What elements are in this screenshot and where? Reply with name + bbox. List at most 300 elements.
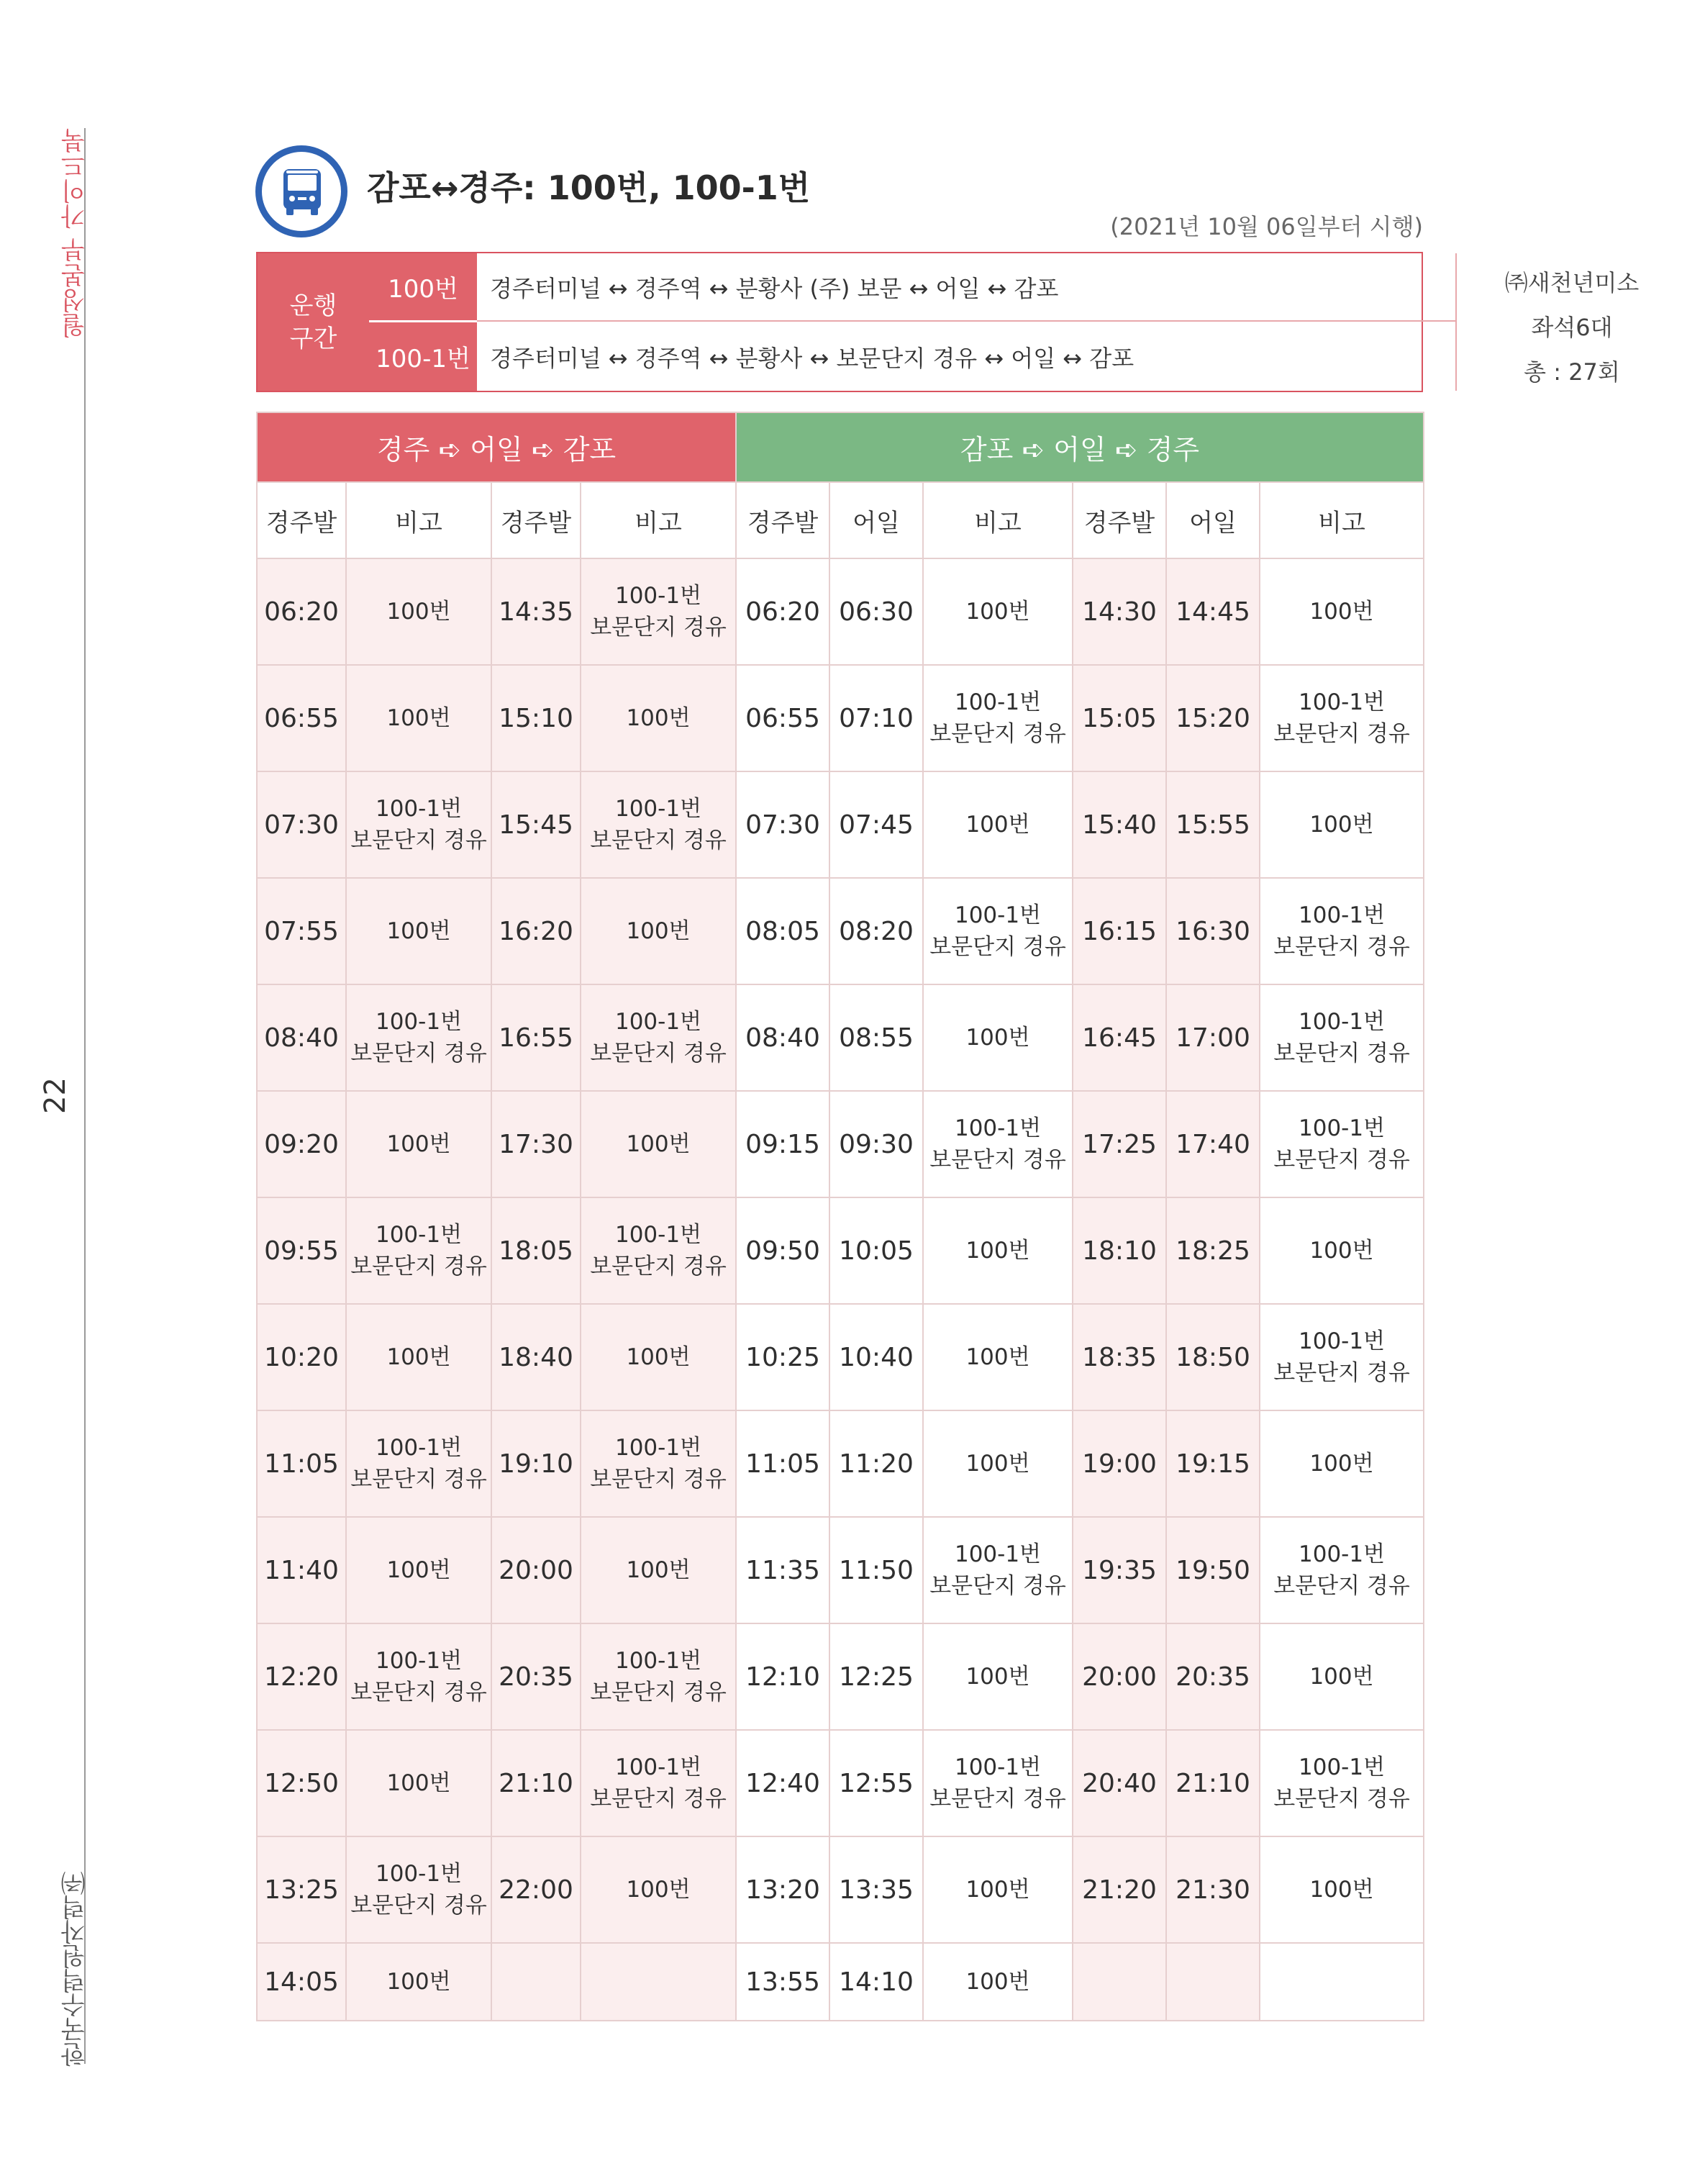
cell-text: 100번 [1309,812,1374,838]
bus-icon [255,145,347,237]
cell-text: 16:45 [1082,1023,1157,1053]
cell-text: 06:20 [745,597,820,627]
note-cell [346,878,491,984]
time-cell [1073,558,1166,665]
cell-text: 100-1번 [375,1009,463,1035]
cell-text: 100-1번 [375,1435,463,1461]
cell-text: 100번 [1309,1664,1374,1690]
time-cell [491,771,581,878]
cell-text: 06:55 [745,703,820,733]
seat-count: 좌석6대 [1531,314,1613,341]
time-cell [1166,878,1260,984]
cell-text: 14:05 [264,1967,339,1997]
cell-text: 100-1번 [954,1541,1042,1567]
table-row [257,1197,1424,1304]
column-header: 비고 [581,482,736,558]
time-cell [491,1730,581,1836]
note-cell [581,1517,736,1623]
cell-text: 100-1번 [954,1115,1042,1141]
cell-text: 12:55 [839,1768,914,1798]
side-divider [84,128,86,2064]
cell-text: 100-1번 [375,796,463,822]
cell-text: 100-1번 [1299,1754,1386,1780]
cell-text: 100-1번 [614,1754,702,1780]
time-cell [257,558,346,665]
time-cell [1166,665,1260,771]
time-cell [829,1623,923,1730]
cell-text: 100-1번 [375,1861,463,1887]
cell-text: 보문단지 경유 [1273,1041,1410,1066]
column-header: 비고 [1260,482,1424,558]
cell-text: 15:55 [1176,810,1250,840]
cell-text: 07:10 [839,703,914,733]
column-header: 경주발 [491,482,581,558]
cell-text: 08:20 [839,916,914,946]
note-cell [1260,1730,1424,1836]
note-cell [346,1943,491,2021]
cell-text: 100번 [386,918,451,944]
note-cell [923,1304,1073,1410]
cell-text: 12:25 [839,1662,914,1692]
page-number: 22 [39,1077,72,1114]
note-cell [581,665,736,771]
cell-text: 13:35 [839,1875,914,1905]
note-cell [581,1410,736,1517]
column-header: 경주발 [1073,482,1166,558]
note-cell [923,878,1073,984]
cell-text: 10:20 [264,1342,339,1372]
table-row [257,771,1424,878]
time-cell [829,878,923,984]
cell-text: 보문단지 경유 [590,1467,727,1492]
cell-text: 보문단지 경유 [929,1786,1066,1812]
cell-text: 12:40 [745,1768,820,1798]
cell-text: 100번 [626,1131,691,1157]
note-cell [1260,558,1424,665]
time-cell [1073,1197,1166,1304]
cell-text: 보문단지 경유 [1273,721,1410,747]
note-cell [581,1304,736,1410]
table-row [257,558,1424,665]
cell-text: 100-1번 [1299,902,1386,928]
note-cell [581,1091,736,1197]
cell-text: 19:15 [1176,1449,1250,1479]
cell-text: 100번 [386,705,451,731]
time-cell [491,1304,581,1410]
cell-text: 16:55 [499,1023,573,1053]
cell-text: 보문단지 경유 [350,1467,487,1492]
time-cell [1073,1410,1166,1517]
note-cell [1260,1304,1424,1410]
time-cell [1073,771,1166,878]
cell-text: 20:00 [499,1555,573,1585]
time-cell [491,1091,581,1197]
cell-text: 보문단지 경유 [590,828,727,853]
cell-text: 21:20 [1082,1875,1157,1905]
operator-info [1457,260,1687,394]
note-cell [346,1836,491,1943]
cell-text: 100번 [965,812,1030,838]
cell-text: 11:50 [839,1555,914,1585]
cell-text: 11:05 [745,1449,820,1479]
note-cell [923,1091,1073,1197]
cell-text: 14:45 [1176,597,1250,627]
cell-text: 07:30 [264,810,339,840]
time-cell [1073,1304,1166,1410]
note-cell [581,1943,736,2021]
route-path-100-1: 경주터미널 ↔ 경주역 ↔ 분황사 ↔ 보문단지 경유 ↔ 어일 ↔ 감포 [490,344,1134,372]
cell-text: 13:55 [745,1967,820,1997]
cell-text: 100-1번 [375,1648,463,1674]
table-row [257,1623,1424,1730]
time-cell [1073,1730,1166,1836]
cell-text: 보문단지 경유 [1273,1360,1410,1386]
cell-text: 20:35 [1176,1662,1250,1692]
cell-text: 보문단지 경유 [929,721,1066,747]
cell-text: 07:30 [745,810,820,840]
cell-text: 15:20 [1176,703,1250,733]
cell-text: 18:05 [499,1236,573,1266]
time-cell [1166,1836,1260,1943]
time-cell [257,1410,346,1517]
cell-text: 21:10 [1176,1768,1250,1798]
cell-text: 보문단지 경유 [590,1786,727,1812]
time-cell [491,665,581,771]
cell-text: 21:10 [499,1768,573,1798]
cell-text: 18:25 [1176,1236,1250,1266]
note-cell [1260,1623,1424,1730]
time-cell [491,1197,581,1304]
cell-text: 09:50 [745,1236,820,1266]
time-cell [829,1730,923,1836]
note-cell [1260,771,1424,878]
cell-text: 14:10 [839,1967,914,1997]
cell-text: 100번 [965,1451,1030,1477]
time-cell [257,1197,346,1304]
route-label-line2: 구간 [289,324,337,353]
cell-text: 100번 [386,599,451,625]
time-cell [257,1623,346,1730]
note-cell [923,1623,1073,1730]
time-cell [257,1943,346,2021]
cell-text: 08:55 [839,1023,914,1053]
cell-text: 09:15 [745,1129,820,1159]
time-cell [829,558,923,665]
cell-text: 100번 [965,599,1030,625]
time-cell [1073,984,1166,1091]
note-cell [1260,1197,1424,1304]
cell-text: 11:40 [264,1555,339,1585]
note-cell [346,665,491,771]
cell-text: 보문단지 경유 [350,1893,487,1918]
cell-text: 20:00 [1082,1662,1157,1692]
note-cell [1260,1836,1424,1943]
cell-text: 14:35 [499,597,573,627]
time-cell [829,1836,923,1943]
cell-text: 22:00 [499,1875,573,1905]
cell-text: 18:40 [499,1342,573,1372]
cell-text: 18:35 [1082,1342,1157,1372]
route-path-100: 경주터미널 ↔ 경주역 ↔ 분황사 (주) 보문 ↔ 어일 ↔ 감포 [477,253,1455,322]
cell-text: 100-1번 [614,583,702,609]
note-cell [923,558,1073,665]
time-cell [1166,1517,1260,1623]
time-cell [1166,1197,1260,1304]
time-cell [829,984,923,1091]
time-cell [257,1091,346,1197]
route-info-box [256,252,1640,392]
time-cell [257,1517,346,1623]
cell-text: 100-1번 [614,796,702,822]
cell-text: 100번 [1309,1877,1374,1903]
cell-text: 14:30 [1082,597,1157,627]
cell-text: 보문단지 경유 [350,828,487,853]
time-cell [491,558,581,665]
column-header: 비고 [923,482,1073,558]
cell-text: 12:10 [745,1662,820,1692]
cell-text: 20:35 [499,1662,573,1692]
cell-text: 06:55 [264,703,339,733]
cell-text: 16:30 [1176,916,1250,946]
note-cell [1260,984,1424,1091]
note-cell [581,1730,736,1836]
company-name: 한국수력원자력㈜ [61,1871,90,2067]
cell-text: 10:25 [745,1342,820,1372]
cell-text: 보문단지 경유 [350,1254,487,1279]
note-cell [346,771,491,878]
table-row [257,1943,1424,2021]
cell-text: 09:20 [264,1129,339,1159]
cell-text: 15:05 [1082,703,1157,733]
note-cell [581,771,736,878]
note-cell [923,1517,1073,1623]
time-cell [736,1091,829,1197]
cell-text: 보문단지 경유 [1273,934,1410,960]
cell-text: 11:05 [264,1449,339,1479]
note-cell [923,1730,1073,1836]
time-cell [1166,1410,1260,1517]
time-cell [829,1091,923,1197]
effective-date: (2021년 10월 06일부터 시행) [1110,213,1423,240]
time-cell [829,1943,923,2021]
time-cell [736,984,829,1091]
cell-text: 10:05 [839,1236,914,1266]
note-cell [923,1836,1073,1943]
cell-text: 100번 [1309,1238,1374,1264]
cell-text: 12:50 [264,1768,339,1798]
note-cell [346,1410,491,1517]
cell-text: 100-1번 [954,902,1042,928]
time-cell [257,878,346,984]
cell-text: 15:40 [1082,810,1157,840]
cell-text: 21:30 [1176,1875,1250,1905]
column-header: 어일 [1166,482,1260,558]
cell-text: 06:30 [839,597,914,627]
note-cell [1260,1517,1424,1623]
time-cell [736,1943,829,2021]
cell-text: 13:25 [264,1875,339,1905]
cell-text: 100번 [626,1344,691,1370]
cell-text: 100-1번 [954,1754,1042,1780]
cell-text: 100-1번 [1299,1541,1386,1567]
cell-text: 100-1번 [1299,689,1386,715]
cell-text: 100-1번 [614,1222,702,1248]
time-cell [736,1730,829,1836]
cell-text: 100번 [965,1344,1030,1370]
table-row [257,984,1424,1091]
table-row [257,1304,1424,1410]
time-cell [491,1836,581,1943]
table-row [257,665,1424,771]
note-cell [1260,1410,1424,1517]
cell-text: 18:50 [1176,1342,1250,1372]
cell-text: 100-1번 [1299,1115,1386,1141]
note-cell [346,1091,491,1197]
time-cell [829,771,923,878]
note-cell [923,984,1073,1091]
cell-text: 19:50 [1176,1555,1250,1585]
cell-text: 100번 [965,1238,1030,1264]
note-cell [346,984,491,1091]
route-label-line1: 운행 [289,291,337,320]
time-cell [257,1836,346,1943]
note-cell [346,558,491,665]
cell-text: 17:00 [1176,1023,1250,1053]
cell-text: 16:15 [1082,916,1157,946]
outbound-header: 경주 ➪ 어일 ➪ 감포 [257,412,736,482]
time-cell [491,1517,581,1623]
note-cell [1260,665,1424,771]
cell-text: 100-1번 [1299,1009,1386,1035]
cell-text: 보문단지 경유 [1273,1147,1410,1173]
cell-text: 보문단지 경유 [350,1680,487,1705]
time-cell [829,665,923,771]
cell-text: 100번 [386,1557,451,1583]
cell-text: 100번 [965,1664,1030,1690]
cell-text: 보문단지 경유 [929,1147,1066,1173]
note-cell [923,665,1073,771]
route-number-100: 100번 [369,253,477,322]
time-cell [736,1197,829,1304]
table-row [257,1730,1424,1836]
cell-text: 100번 [386,1344,451,1370]
cell-text: 보문단지 경유 [590,1680,727,1705]
cell-text: 17:40 [1176,1129,1250,1159]
note-cell [346,1304,491,1410]
time-cell [736,878,829,984]
time-cell [736,558,829,665]
time-cell [1166,1091,1260,1197]
note-cell [581,984,736,1091]
cell-text: 100-1번 [375,1222,463,1248]
time-cell [1166,1304,1260,1410]
column-header: 경주발 [736,482,829,558]
time-cell [736,665,829,771]
note-cell [581,1836,736,1943]
page-title: 감포↔경주: 100번, 100-1번 [367,168,811,207]
cell-text: 보문단지 경유 [929,1573,1066,1599]
time-cell [257,984,346,1091]
time-cell [829,1517,923,1623]
cell-text: 보문단지 경유 [590,615,727,640]
timetable [256,412,1424,2021]
note-cell [581,1623,736,1730]
cell-text: 15:45 [499,810,573,840]
cell-text: 보문단지 경유 [1273,1786,1410,1812]
cell-text: 09:55 [264,1236,339,1266]
cell-text: 100-1번 [1299,1328,1386,1354]
column-header: 비고 [346,482,491,558]
inbound-header: 감포 ➪ 어일 ➪ 경주 [736,412,1424,482]
cell-text: 17:30 [499,1129,573,1159]
note-cell [923,771,1073,878]
column-header: 어일 [829,482,923,558]
note-cell [581,558,736,665]
table-row [257,1091,1424,1197]
note-cell [1260,1091,1424,1197]
time-cell [1073,878,1166,984]
note-cell [581,878,736,984]
time-cell [1166,1623,1260,1730]
cell-text: 08:05 [745,916,820,946]
note-cell [1260,1943,1424,2021]
cell-text: 100번 [1309,599,1374,625]
table-row [257,878,1424,984]
time-cell [1166,771,1260,878]
time-cell [736,771,829,878]
note-cell [581,1197,736,1304]
time-cell [829,1410,923,1517]
table-row [257,1517,1424,1623]
time-cell [1073,665,1166,771]
cell-text: 18:10 [1082,1236,1157,1266]
time-cell [736,1517,829,1623]
cell-text: 100-1번 [614,1435,702,1461]
cell-text: 100번 [386,1131,451,1157]
time-cell [491,1410,581,1517]
time-cell [491,1943,581,2021]
cell-text: 19:00 [1082,1449,1157,1479]
cell-text: 보문단지 경유 [350,1041,487,1066]
cell-text: 11:35 [745,1555,820,1585]
time-cell [257,1304,346,1410]
cell-text: 보문단지 경유 [590,1041,727,1066]
cell-text: 100-1번 [954,689,1042,715]
time-cell [1073,1091,1166,1197]
table-row [257,1836,1424,1943]
cell-text: 08:40 [745,1023,820,1053]
cell-text: 100번 [965,1025,1030,1051]
cell-text: 17:25 [1082,1129,1157,1159]
time-cell [1073,1623,1166,1730]
cell-text: 19:35 [1082,1555,1157,1585]
cell-text: 100번 [386,1770,451,1796]
cell-text: 09:30 [839,1129,914,1159]
time-cell [736,1623,829,1730]
time-cell [1073,1836,1166,1943]
cell-text: 15:10 [499,703,573,733]
cell-text: 08:40 [264,1023,339,1053]
cell-text: 10:40 [839,1342,914,1372]
time-cell [257,665,346,771]
cell-text: 07:55 [264,916,339,946]
cell-text: 100번 [386,1969,451,1995]
time-cell [736,1410,829,1517]
guidebook-title: 월성본부 가이드북 [61,128,90,338]
cell-text: 100번 [626,1557,691,1583]
cell-text: 06:20 [264,597,339,627]
cell-text: 16:20 [499,916,573,946]
